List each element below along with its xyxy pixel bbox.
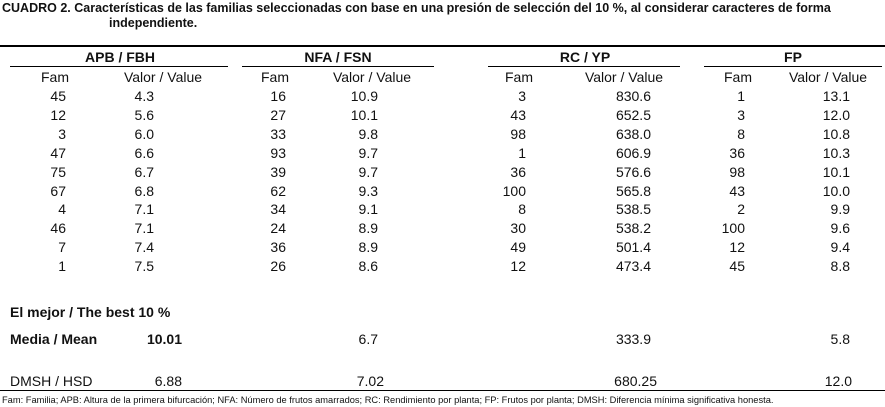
table-cell-fam-fp: 43 <box>729 182 745 199</box>
column-header-fam-1: Fam <box>41 69 69 85</box>
table-cell-fam-fp: 12 <box>729 239 745 256</box>
table-cell-fam-rc: 1 <box>518 144 526 161</box>
table-bottom-rule <box>0 390 885 391</box>
table-cell-fam-fp: 2 <box>737 201 745 218</box>
table-cell-value-nfa: 10.1 <box>350 106 378 123</box>
table-cell-value-fp: 10.8 <box>822 125 850 142</box>
table-cell-fam-nfa: 24 <box>270 220 286 237</box>
column-header-fam-3: Fam <box>505 69 533 85</box>
table-cell-fam-fp: 45 <box>729 258 745 275</box>
column-header-value-4: Valor / Value <box>788 69 868 85</box>
table-cell-fam-apb: 3 <box>58 125 66 142</box>
table-cell-value-rc: 576.6 <box>615 163 651 180</box>
group-header-apb-fbh: APB / FBH <box>85 49 155 65</box>
table-cell-value-rc: 606.9 <box>615 144 651 161</box>
table-cell-value-rc: 652.5 <box>615 106 651 123</box>
table-cell-value-fp: 9.4 <box>830 239 850 256</box>
mean-value-nfa: 6.7 <box>358 331 378 347</box>
mean-label: Media / Mean <box>10 331 98 347</box>
table-cell-value-rc: 538.5 <box>615 201 651 218</box>
table-cell-value-apb: 6.7 <box>134 163 154 180</box>
mean-value-rc: 333.9 <box>615 331 651 347</box>
column-header-value-3: Valor / Value <box>584 69 664 85</box>
table-cell-fam-fp: 1 <box>737 88 745 104</box>
caption-line-2: independiente. <box>109 16 198 30</box>
table-cell-fam-rc: 3 <box>518 88 526 104</box>
table-cell-value-nfa: 8.6 <box>358 258 378 275</box>
table-cell-fam-rc: 49 <box>510 239 526 256</box>
table-cell-fam-rc: 8 <box>518 201 526 218</box>
table-cell-value-fp: 13.1 <box>822 88 850 104</box>
table-cell-value-rc: 473.4 <box>615 258 651 275</box>
table-cell-value-fp: 12.0 <box>822 106 850 123</box>
table-cell-value-rc: 538.2 <box>615 220 651 237</box>
table-cell-fam-rc: 43 <box>510 106 526 123</box>
group-underline-nfa <box>242 66 434 67</box>
table-cell-value-nfa: 9.7 <box>358 144 378 161</box>
table-cell-value-apb: 6.8 <box>134 182 154 199</box>
table-cell-fam-apb: 67 <box>50 182 66 199</box>
table-cell-fam-apb: 47 <box>50 144 66 161</box>
table-cell-fam-rc: 12 <box>510 258 526 275</box>
table-cell-fam-nfa: 33 <box>270 125 286 142</box>
table-cell-value-nfa: 10.9 <box>350 88 378 104</box>
table-cell-fam-nfa: 39 <box>270 163 286 180</box>
table-cell-fam-nfa: 26 <box>270 258 286 275</box>
table-cell-value-apb: 7.4 <box>134 239 154 256</box>
table-cell-value-apb: 4.3 <box>134 88 154 104</box>
hsd-label: DMSH / HSD <box>10 373 93 389</box>
table-footnote: Fam: Familia; APB: Altura de la primera bifurcación; NFA: Número de frutos amarrados; RC: Rendimiento por planta; FP: Frutos por planta; DMSH: Diferencia mínima significativa honesta. <box>2 395 774 405</box>
table-cell-fam-apb: 46 <box>50 220 66 237</box>
table-cell-value-fp: 10.1 <box>822 163 850 180</box>
table-cell-fam-fp: 3 <box>737 106 745 123</box>
group-underline-apb <box>10 66 228 67</box>
table-cell-value-apb: 7.5 <box>134 258 154 275</box>
group-underline-fp <box>704 66 882 67</box>
table-cell-value-nfa: 9.1 <box>358 201 378 218</box>
table-cell-value-apb: 6.6 <box>134 144 154 161</box>
table-cell-fam-fp: 36 <box>729 144 745 161</box>
table-cell-fam-nfa: 62 <box>270 182 286 199</box>
table-cell-value-nfa: 9.3 <box>358 182 378 199</box>
table-cell-fam-apb: 7 <box>58 239 66 256</box>
table-cell-fam-rc: 100 <box>502 182 526 199</box>
table-cell-value-nfa: 8.9 <box>358 239 378 256</box>
group-underline-rc <box>488 66 680 67</box>
table-cell-value-fp: 10.0 <box>822 182 850 199</box>
table-cell-value-rc: 830.6 <box>615 88 651 104</box>
group-header-rc-yp: RC / YP <box>559 49 611 65</box>
table-top-rule <box>0 45 885 47</box>
table-cell-fam-nfa: 16 <box>270 88 286 104</box>
table-cell-fam-nfa: 93 <box>270 144 286 161</box>
group-header-fp: FP <box>784 49 802 65</box>
table-cell-value-apb: 5.6 <box>134 106 154 123</box>
table-cell-fam-fp: 100 <box>721 220 745 237</box>
best-label: El mejor / The best 10 % <box>10 304 171 320</box>
column-header-value-2: Valor / Value <box>332 69 412 85</box>
table-cell-fam-nfa: 36 <box>270 239 286 256</box>
table-cell-fam-apb: 1 <box>58 258 66 275</box>
caption-line-1: CUADRO 2. Características de las familias seleccionadas con base en una presión de selección del 10 %, al considerar caracteres de forma <box>2 1 831 15</box>
table-caption <box>2 1 882 31</box>
table-cell-value-nfa: 8.9 <box>358 220 378 237</box>
table-cell-value-apb: 6.0 <box>134 125 154 142</box>
table-cell-fam-rc: 30 <box>510 220 526 237</box>
hsd-value-nfa: 7.02 <box>356 373 384 389</box>
table-cell-value-apb: 7.1 <box>134 201 154 218</box>
hsd-value-apb: 6.88 <box>154 373 182 389</box>
table-cell-value-rc: 501.4 <box>615 239 651 256</box>
hsd-value-fp: 12.0 <box>824 373 852 389</box>
table-cell-fam-apb: 45 <box>50 88 66 104</box>
table-cell-value-fp: 9.9 <box>830 201 850 218</box>
table-cell-fam-nfa: 34 <box>270 201 286 218</box>
table-cell-fam-apb: 4 <box>58 201 66 218</box>
hsd-value-rc: 680.25 <box>614 373 657 389</box>
table-cell-fam-rc: 98 <box>510 125 526 142</box>
column-header-fam-4: Fam <box>724 69 752 85</box>
table-cell-value-fp: 9.6 <box>830 220 850 237</box>
table-cell-value-rc: 638.0 <box>615 125 651 142</box>
group-header-nfa-fsn: NFA / FSN <box>304 49 372 65</box>
table-cell-fam-fp: 98 <box>729 163 745 180</box>
table-cell-value-apb: 7.1 <box>134 220 154 237</box>
table-cell-value-rc: 565.8 <box>615 182 651 199</box>
table-cell-value-fp: 10.3 <box>822 144 850 161</box>
mean-value-fp: 5.8 <box>830 331 850 347</box>
table-cell-fam-apb: 75 <box>50 163 66 180</box>
table-cell-fam-nfa: 27 <box>270 106 286 123</box>
table-cell-value-nfa: 9.7 <box>358 163 378 180</box>
table-cell-fam-fp: 8 <box>737 125 745 142</box>
table-cell-fam-rc: 36 <box>510 163 526 180</box>
table-cell-value-nfa: 9.8 <box>358 125 378 142</box>
table-cell-fam-apb: 12 <box>50 106 66 123</box>
table-cell-value-fp: 8.8 <box>830 258 850 275</box>
column-header-fam-2: Fam <box>261 69 289 85</box>
column-header-value-1: Valor / Value <box>123 69 203 85</box>
mean-value-apb: 10.01 <box>146 331 182 347</box>
